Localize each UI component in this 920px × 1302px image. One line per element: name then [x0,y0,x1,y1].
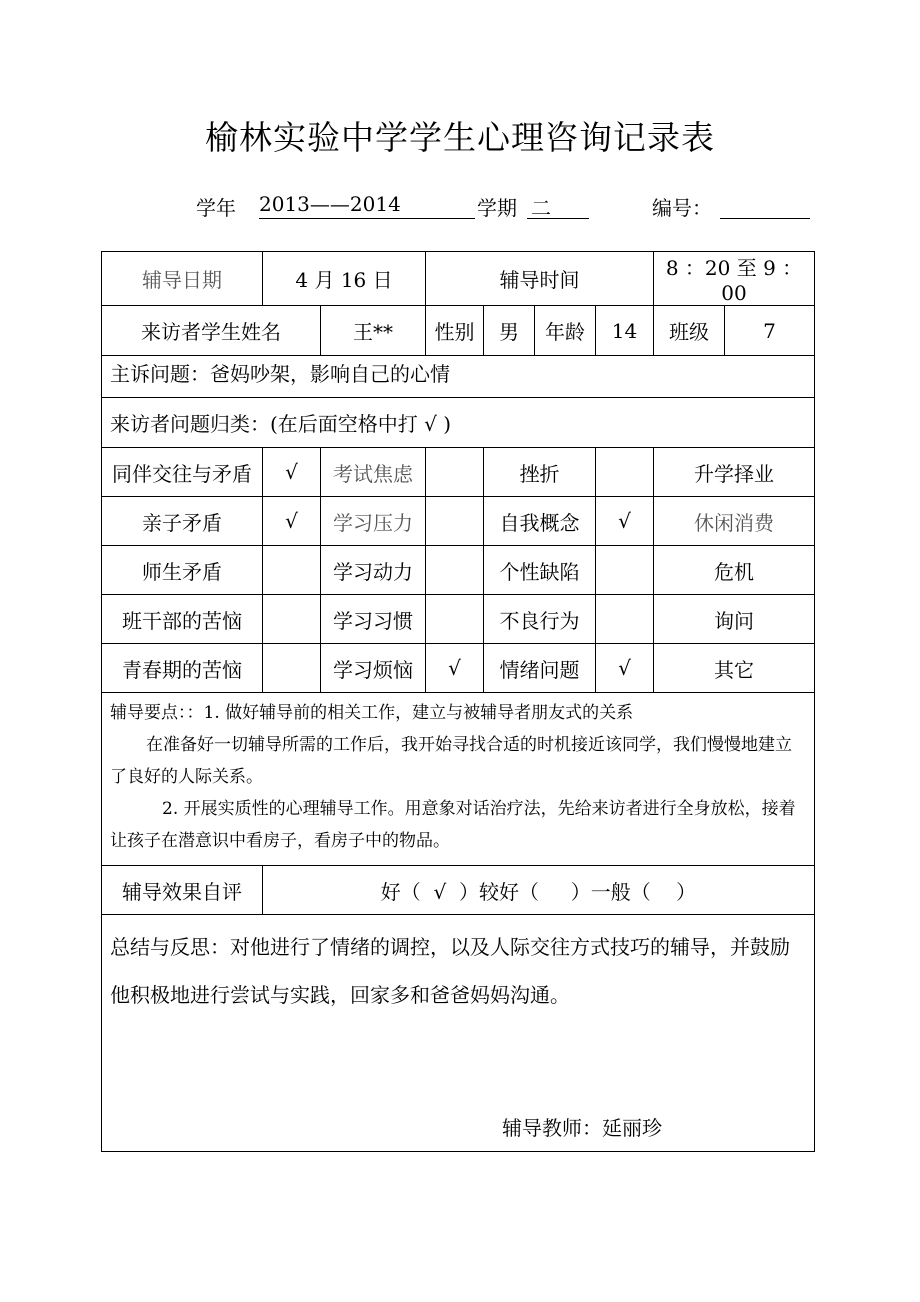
gender-age-cell [484,306,596,356]
category-mark [596,448,654,497]
age-label: 年龄 [545,320,585,344]
evaluation-row [102,866,815,915]
category-header-row [102,398,815,448]
complaint-text: 主诉问题：爸妈吵架，影响自己的心情 [102,356,815,398]
term-field [527,192,589,220]
category-mark [263,595,321,644]
category-label: 挫折 [484,448,596,497]
student-name-split [321,306,425,355]
category-mark: √ [596,497,654,546]
category-mark [263,546,321,595]
summary-text: 总结与反思：对他进行了情绪的调控，以及人际交往方式技巧的辅导，并鼓励他积极地进行尝试与实践，回家多和爸爸妈妈沟通。 [110,935,790,1007]
summary-row [102,915,815,1152]
student-name-cell [321,306,426,356]
category-label: 自我概念 [484,497,596,546]
category-label: 亲子矛盾 [102,497,263,546]
gender-value: 男 [484,306,535,355]
number-field [720,192,810,224]
year-label: 学年 [196,196,236,220]
category-label: 学习压力 [321,497,426,546]
category-label: 学习动力 [321,546,426,595]
points-line: 2. 开展实质性的心理辅导工作。用意象对话治疗法，先给来访者进行全身放松，接着让孩子在潜意识中看房子，看房子中的物品。 [110,799,796,851]
gender-label: 性别 [426,306,484,356]
student-name-value: 王** [353,320,393,344]
category-row [102,546,815,595]
year-field [259,192,475,219]
category-mark [596,546,654,595]
class-cell [654,306,815,356]
time-label: 辅导时间 [426,252,654,306]
class-label: 班级 [654,306,725,355]
category-label: 不良行为 [484,595,596,644]
category-mark [426,546,484,595]
category-label: 青春期的苦恼 [102,644,263,693]
time-value: 8 ：20 至 9 ：00 [654,252,815,306]
evaluation-label: 辅导效果自评 [102,866,263,915]
complaint-row [102,356,815,398]
category-label: 学习习惯 [321,595,426,644]
teacher-signature: 辅导教师：延丽珍 [502,1116,662,1140]
category-label: 个性缺陷 [484,546,596,595]
gender-age-split [484,306,595,355]
consultation-table [101,251,815,1152]
counseling-points [102,693,815,866]
category-label: 师生矛盾 [102,546,263,595]
category-label: 询问 [654,595,815,644]
age-value: 14 [596,306,654,356]
points-line: 辅导要点：：1. 做好辅导前的相关工作，建立与被辅导者朋友式的关系 [110,703,634,723]
points-line: 在准备好一切辅导所需的工作后，我开始寻找合适的时机接近该同学，我们慢慢地建立了良好的人际关系。 [110,735,792,787]
date-label: 辅导日期 [102,252,263,306]
session-row [102,252,815,306]
student-row [102,306,815,356]
category-mark: √ [426,644,484,693]
year-value: 2013——2014 [259,192,475,219]
category-mark [426,448,484,497]
category-mark [263,644,321,693]
class-split [654,306,814,355]
category-label: 休闲消费 [654,497,815,546]
category-label: 其它 [654,644,815,693]
category-mark: √ [263,448,321,497]
category-row [102,644,815,693]
number-value [720,192,810,219]
category-mark [426,497,484,546]
category-label: 情绪问题 [484,644,596,693]
category-mark [596,595,654,644]
term-value: 二 [527,192,589,219]
category-row [102,448,815,497]
category-label: 学习烦恼 [321,644,426,693]
form-meta [0,192,920,222]
term-label: 学期 [477,196,517,220]
date-value: 4 月 16 日 [263,252,426,306]
category-header: 来访者问题归类：(在后面空格中打 √ ) [102,398,815,448]
category-label: 考试焦虑 [321,448,426,497]
category-row [102,595,815,644]
number-label: 编号： [652,196,712,220]
category-label: 班干部的苦恼 [102,595,263,644]
student-name-label: 来访者学生姓名 [102,306,321,356]
category-mark: √ [596,644,654,693]
category-label: 危机 [654,546,815,595]
summary-cell [102,915,815,1152]
category-mark [426,595,484,644]
points-row [102,693,815,866]
category-label: 升学择业 [654,448,815,497]
category-row [102,497,815,546]
category-label: 同伴交往与矛盾 [102,448,263,497]
category-mark: √ [263,497,321,546]
class-value: 7 [763,318,776,343]
evaluation-value: 好（ √ ）较好（ ）一般（ ） [263,866,815,915]
form-title: 榆林实验中学学生心理咨询记录表 [205,118,715,157]
